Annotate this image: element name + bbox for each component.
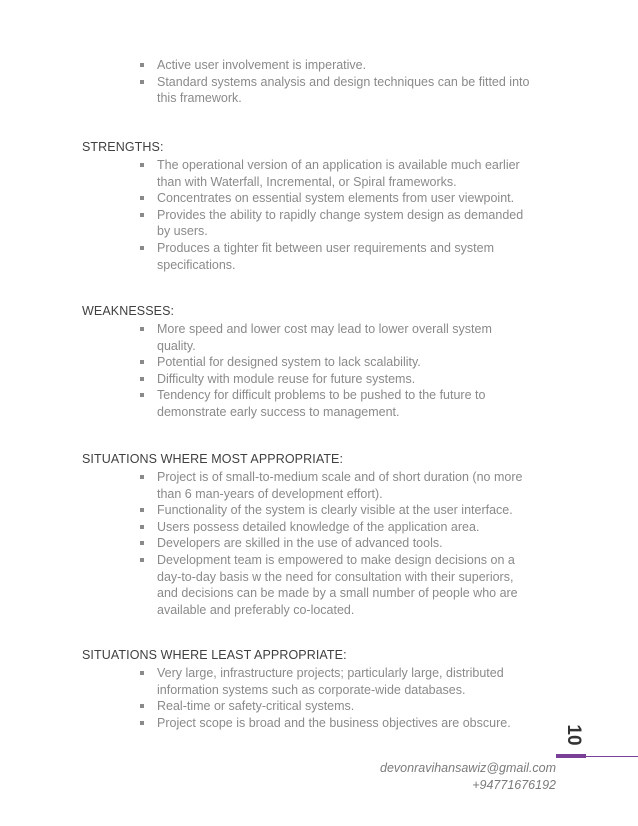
list-item-line: demonstrate early success to management. [157,404,400,419]
list-item [82,57,542,74]
contact-email[interactable]: devonravihansawiz@gmail.com [380,761,556,775]
list-item-line: than with Waterfall, Incremental, or Spiral frameworks. [157,174,457,189]
list-item-line: and decisions can be made by a small number of people who are [157,586,518,601]
most-appropriate-heading: SITUATIONS WHERE MOST APPROPRIATE: [82,452,344,466]
bullet-icon [140,721,144,725]
list-item-line: Development team is empowered to make design decisions on a [157,552,515,567]
bullet-icon [140,508,144,512]
list-item-line: Real-time or safety-critical systems. [157,699,355,714]
bullet-icon [140,671,144,675]
bullet-icon [140,213,144,217]
least-appropriate-section [82,647,542,731]
footer-rule [586,756,638,757]
bullet-icon [140,558,144,562]
list-item-line: day-to-day basis w the need for consultation with their superiors, [157,569,514,584]
list-item [82,502,542,519]
list-item [82,552,542,618]
most-appropriate-list [82,469,542,618]
list-item [82,387,542,420]
most-appropriate-section [82,451,542,618]
list-item-line: Very large, infrastructure projects; particularly large, distributed [157,666,504,680]
list-item [82,157,542,190]
weaknesses-heading: WEAKNESSES: [82,304,175,318]
list-item-line: available and preferably co-located. [157,602,355,617]
list-item-line: quality. [157,338,196,353]
least-appropriate-heading: SITUATIONS WHERE LEAST APPROPRIATE: [82,648,347,662]
strengths-heading: STRENGTHS: [82,140,164,154]
bullet-icon [140,704,144,708]
list-item [82,665,542,698]
bullet-icon [140,246,144,250]
intro-section [82,57,542,107]
list-item [82,519,542,536]
list-item [82,371,542,388]
list-item-line: Functionality of the system is clearly visible at the user interface. [157,503,513,518]
list-item-line: Potential for designed system to lack scalability. [157,355,421,370]
page-number: 10 [563,724,584,746]
list-item-line: Standard systems analysis and design techniques can be fitted into [157,74,530,89]
list-item-line: Concentrates on essential system elements from user viewpoint. [157,191,515,206]
list-item [82,469,542,502]
bullet-icon [140,377,144,381]
list-item [82,354,542,371]
weaknesses-section [82,303,542,421]
list-item-line: this framework. [157,91,242,106]
list-item-line: Produces a tighter fit between user requirements and system [157,240,494,255]
list-item [82,207,542,240]
contact-phone: +94771676192 [472,778,556,792]
bullet-icon [140,475,144,479]
list-item-line: specifications. [157,257,236,272]
list-item-line: Active user involvement is imperative. [157,58,367,72]
least-appropriate-list [82,665,542,731]
intro-list [82,57,542,107]
bullet-icon [140,63,144,67]
list-item [82,715,542,732]
list-item-line: by users. [157,224,208,239]
strengths-section [82,139,542,273]
list-item-line: Difficulty with module reuse for future systems. [157,371,416,386]
page-number-block [558,720,588,756]
list-item-line: information systems such as corporate-wide databases. [157,682,466,697]
list-item [82,698,542,715]
list-item [82,190,542,207]
bullet-icon [140,163,144,167]
list-item-line: Users possess detailed knowledge of the application area. [157,519,480,534]
bullet-icon [140,525,144,529]
list-item [82,321,542,354]
list-item-line: More speed and lower cost may lead to lower overall system [157,322,492,336]
list-item [82,74,542,107]
list-item-line: Project is of small-to-medium scale and of short duration (no more [157,470,523,484]
list-item-line: than 6 man-years of development effort). [157,486,383,501]
list-item-line: The operational version of an application is available much earlier [157,158,520,172]
contact-block [380,760,556,794]
bullet-icon [140,541,144,545]
bullet-icon [140,360,144,364]
list-item-line: Developers are skilled in the use of advanced tools. [157,536,443,551]
bullet-icon [140,393,144,397]
list-item [82,535,542,552]
weaknesses-list [82,321,542,421]
page-number-accent-bar [556,754,586,758]
strengths-list [82,157,542,273]
list-item-line: Tendency for difficult problems to be pushed to the future to [157,388,486,403]
bullet-icon [140,80,144,84]
bullet-icon [140,327,144,331]
list-item-line: Project scope is broad and the business objectives are obscure. [157,715,511,730]
bullet-icon [140,196,144,200]
list-item [82,240,542,273]
list-item-line: Provides the ability to rapidly change system design as demanded [157,207,524,222]
